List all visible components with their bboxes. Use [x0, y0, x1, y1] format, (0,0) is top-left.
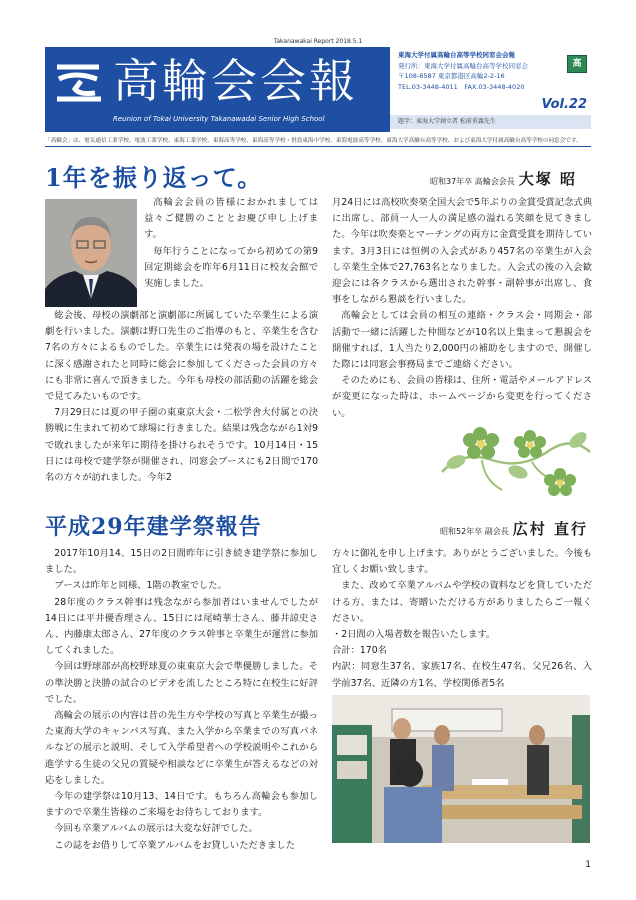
paragraph: 月24日には高校吹奏楽全国大会で5年ぶりの金賞受賞記念式典に出席し、部員一人一人の満足感の溢れる笑顔を見てきました。今年は吹奏楽とマーチングの両方に金賞受賞を期待しています。3月3日には恒例の入会式があり457名の卒業生が入会し卒業生全体で27,763名となりました。入会式の後の入会歓迎会には各クラスから選出された幹事・副幹事が出席し、食事をしながら懇談を行いました。: [332, 197, 592, 306]
president-portrait: [45, 199, 137, 307]
article2-title: 平成29年建学祭報告: [45, 514, 262, 540]
paragraph: そのためにも、会員の皆様は、住所・電話やメールアドレスが変更になった時は、ホームページから変更を行ってください。: [332, 375, 592, 419]
paragraph: 今年の建学祭は10月13、14日です。もちろん高輪会も参加しますので卒業生皆様のご来場をお待ちしております。: [45, 791, 318, 819]
paragraph: 毎年行うことになってから初めての第9回定期総会を昨年6月11日に校友会館で実施しました。: [144, 245, 318, 290]
paragraph: 今回は野球部が高校野球夏の東東京大会で準優勝しました。その準決勝と決勝の試合のビデオを流したところ特に在校生に好評でした。: [45, 661, 318, 705]
paragraph: また、改めて卒業アルバムや学校の資料などを貸していただける方、または、寄贈いただける方がありましたらご一報ください。: [332, 580, 592, 624]
contact-numbers: TEL.03-3448-4011 FAX.03-3448-4020: [398, 82, 525, 91]
festival-booth-photo: [332, 695, 590, 843]
article1-col1-top: [144, 195, 318, 292]
paragraph: 高輪会としては会員の相互の連絡・クラス会・同期会・部活動で一緒に活躍した仲間などが10名以上集まって懇親会を開催すれば、1人当たり2,000円の補助をしますので、開催した際には同窓会事務局までご連絡ください。: [332, 310, 592, 371]
masthead-banner: [45, 47, 390, 132]
newsletter-subtitle: Reunion of Tokai University Takanawadai Senior High School: [113, 115, 325, 123]
article1-author-name: 大塚 昭: [518, 170, 577, 188]
paragraph: 今回も卒業アルバムの展示は大変な好評でした。: [54, 823, 258, 835]
article2-col2: [332, 546, 592, 692]
article1-byline: [430, 168, 577, 189]
article2-author-name: 広村 直行: [512, 520, 588, 538]
masthead-info: [390, 47, 591, 132]
article2-byline: [440, 518, 588, 539]
masthead: [45, 47, 591, 132]
visitors-breakdown: 内訳：同窓生37名、家族17名、在校生47名、父兄26名、入学前37名、近隣の方1名、学校関係者5名: [332, 661, 592, 689]
paragraph: 総会後、母校の演劇部と演劇部に所属していた卒業生による演劇を行いました。演劇は野口先生のご指導のもと、卒業生を含む7名の方々によるものでした。卒業生には発表の場を設けたことに深く感謝されたと同時に総会に参加してくださった会員の方々にも非常に喜んで頂きました。今年も母校の部活動の活躍を総会で見てみたいものです。: [45, 310, 318, 403]
volume-number: Vol.22: [541, 97, 587, 112]
paragraph: 方々に御礼を申し上げます。ありがとうございました。今後も宜しくお願い致します。: [332, 548, 592, 576]
article2-col1: [45, 546, 318, 854]
paragraph: 高輪会の展示の内容は昔の先生方や学校の写真と卒業生が撮った東海大学のキャンパス写真、また入学から卒業までの写真パネルなどの展示と説明、そして入学希望者への学校説明やこれから進学する生徒の父兄の質疑や相談などに卒業生が答えるなどの対応をしました。: [45, 710, 318, 786]
publisher-info: [398, 50, 528, 92]
address: 〒108-8587 東京都港区高輪2-2-16: [398, 72, 505, 80]
school-badge-icon: 高: [567, 55, 587, 73]
paragraph: 2017年10月14、15日の2日間昨年に引き続き建学祭に参加しました。: [45, 548, 318, 576]
article1-col2: [332, 195, 592, 422]
article1-author-role: 昭和37年卒 高輪会会長: [430, 177, 515, 186]
article1-title: 1年を振り返って。: [45, 163, 263, 192]
calligraphy-credit: 題字：東海大学創立者 松前重義先生: [390, 115, 591, 129]
paragraph: この誌をお借りして卒業アルバムをお貸しいただきました: [54, 839, 295, 851]
visitors-total: 合計：170名: [332, 645, 387, 657]
school-logo-icon: [51, 59, 107, 105]
association-description: 「高輪会」は、電気通信工業学校、電波工業学校、東海工業学校、東海高等学校、東海高等学校・併設東海中学校、東海電波高等学校、東海大学高輪台高等学校、および東海大学付属高輪台高等学校の同窓会です。: [45, 138, 582, 144]
article2-author-role: 昭和52年卒 副会長: [440, 527, 509, 536]
publisher: 発行所：東海大学付属高輪台高等学校同窓会: [398, 61, 528, 70]
portrait-image: [45, 199, 137, 307]
booth-photo-image: [332, 695, 590, 843]
visitors-intro: ・2日間の入場者数を報告いたします。: [332, 629, 496, 641]
flower-illustration-icon: [432, 410, 594, 502]
divider: [45, 146, 591, 147]
paragraph: 28年度のクラス幹事は残念ながら参加者はいませんでしたが14日には平井優香理さん、15日には尾崎華士さん、藤井諒史さん、内藤康太郎さん、27年度のクラス幹事と卒業生が運営に参加してくれました。: [45, 596, 318, 657]
newsletter-title: 高輪会会報: [113, 54, 358, 108]
paragraph: ブースは昨年と同様、1階の教室でした。: [54, 580, 227, 592]
article1-col1-bottom: [45, 308, 318, 486]
paragraph: 7月29日には夏の甲子園の東東京大会・二松学舎大付属との決勝戦に生まれて初めて球場に行きました。結果は残念ながら1対9で敗れましたが来年に期待を掛けられそうです。10月14日・15日には母校で建学祭が開催され、同窓会ブースにも2日間で170名の方々が訪れました。今年2: [45, 407, 318, 484]
page-number: 1: [585, 860, 591, 870]
paragraph: 高輪会会員の皆様におかれましては益々ご健勝のこととお慶び申し上げます。: [144, 197, 318, 241]
org-name: 東海大学付属高輪台高等学校同窓会会報: [398, 51, 515, 59]
report-line: Takanawakai Report 2018.5.1: [273, 38, 363, 45]
